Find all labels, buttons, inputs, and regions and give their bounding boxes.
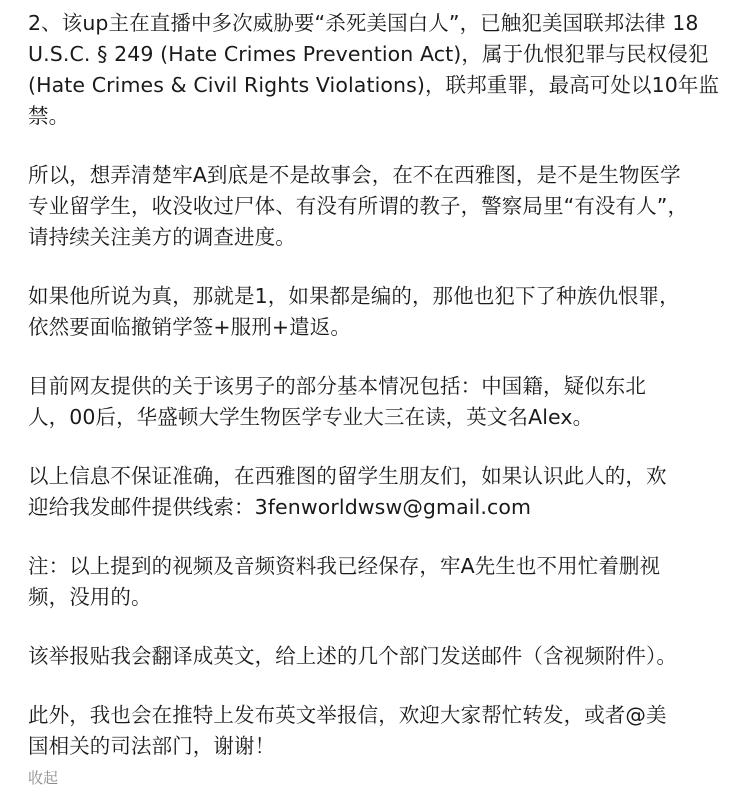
paragraph-note: 注：以上提到的视频及音频资料我已经保存，牢A先生也不用忙着删视 频，没用的。 [28, 554, 661, 609]
paragraph-investigation: 所以，想弄清楚牢A到底是不是故事会，在不在西雅图，是不是生物医学 专业留学生，收没收过尸体、有没有所谓的教子，警察局里“有没有人”， 请持续关注美方的调查进度。 [28, 163, 689, 249]
paragraph-consequence: 如果他所说为真，那就是1，如果都是编的，那他也犯下了种族仇恨罪， 依然要面临撤销学签+服刑+遣返。 [28, 284, 680, 339]
paragraph-background-info: 目前网友提供的关于该男子的部分基本情况包括：中国籍，疑似东北 人，00后，华盛顿大学生物医学专业大三在读，英文名Alex。 [28, 374, 646, 429]
paragraph-translation: 该举报贴我会翻译成英文，给上述的几个部门发送邮件（含视频附件）。 [28, 644, 677, 668]
post-body [28, 8, 734, 766]
collapse-link[interactable]: 收起 [28, 769, 59, 787]
paragraph-legal-violation: 2、该up主在直播中多次威胁要“杀死美国白人”，已触犯美国联邦法律 18 U.S.C. § 249 (Hate Crimes Prevention Act)，属于仇恨犯罪与民权侵犯 (Hate Crimes & Civil Rights Violations)，联邦重罪，最高可处以10年监 禁。 [28, 11, 720, 128]
paragraph-contact-email: 以上信息不保证准确，在西雅图的留学生朋友们，如果认识此人的，欢 迎给我发邮件提供线索：3fenworldwsw@gmail.com [28, 464, 667, 519]
paragraph-twitter: 此外，我也会在推特上发布英文举报信，欢迎大家帮忙转发，或者@美 国相关的司法部门，谢谢！ [28, 703, 667, 758]
